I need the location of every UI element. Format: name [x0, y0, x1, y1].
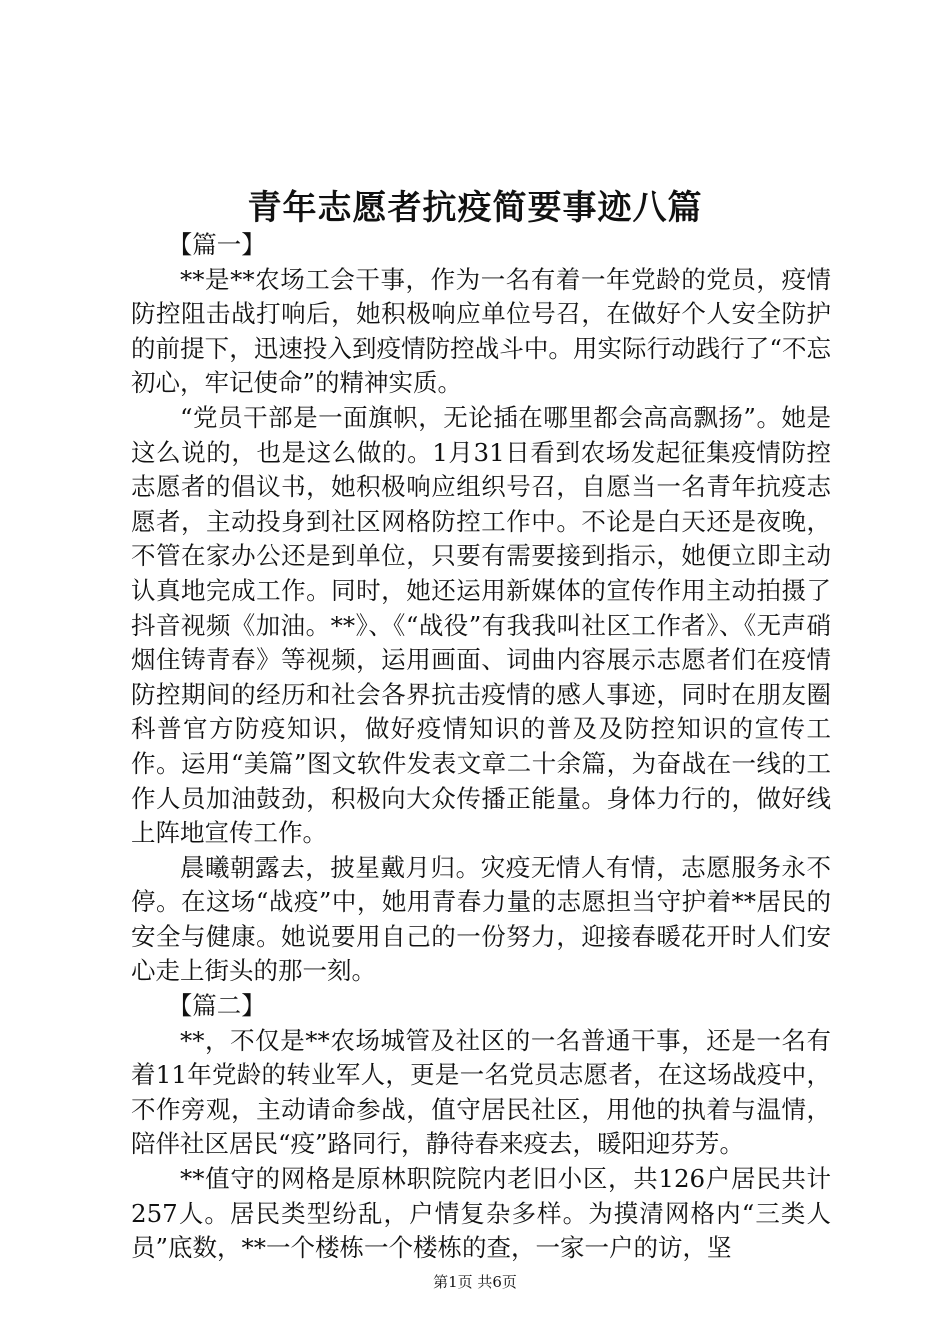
- page-footer: 第1页 共6页: [433, 1273, 517, 1291]
- document-body: [131, 228, 831, 1266]
- section-heading-1: 【篇一】: [167, 230, 266, 259]
- paragraph: **值守的网格是原林职院院内老旧小区，共126户居民共计257人。居民类型纷乱，户情复杂多样。为摸清网格内“三类人员”底数，**一个楼栋一个楼栋的查，一家一户的访，坚: [131, 1164, 831, 1263]
- paragraph: 晨曦朝露去，披星戴月归。灾疫无情人有情，志愿服务永不停。在这场“战疫”中，她用青春力量的志愿担当守护着**居民的安全与健康。她说要用自己的一份努力，迎接春暖花开时人们安心走上街头的那一刻。: [131, 852, 831, 986]
- paragraph: **是**农场工会干事，作为一名有着一年党龄的党员，疫情防控阻击战打响后，她积极响应单位号召，在做好个人安全防护的前提下，迅速投入到疫情防控战斗中。用实际行动践行了“不忘初心，牢记使命”的精神实质。: [131, 264, 831, 398]
- paragraph: “党员干部是一面旗帜，无论插在哪里都会高高飘扬”。她是这么说的，也是这么做的。1月31日看到农场发起征集疫情防控志愿者的倡议书，她积极响应组织号召，自愿当一名青年抗疫志愿者，主动投身到社区网格防控工作中。不论是白天还是夜晚，不管在家办公还是到单位，只要有需要接到指示，她便立即主动认真地完成工作。同时，她还运用新媒体的宣传作用主动拍摄了抖音视频《加油。**》、《“战役”有我我叫社区工作者》、《无声硝烟住铸青春》等视频，运用画面、词曲内容展示志愿者们在疫情防控期间的经历和社会各界抗击疫情的感人事迹，同时在朋友圈科普官方防疫知识，做好疫情知识的普及及防控知识的宣传工作。运用“美篇”图文软件发表文章二十余篇，为奋战在一线的工作人员加油鼓劲，积极向大众传播正能量。身体力行的，做好线上阵地宣传工作。: [131, 402, 831, 848]
- paragraph: **，不仅是**农场城管及社区的一名普通干事，还是一名有着11年党龄的转业军人，更是一名党员志愿者，在这场战疫中，不作旁观，主动请命参战，值守居民社区，用他的执着与温情，陪伴社区居民“疫”路同行，静待春来疫去，暖阳迎芬芳。: [131, 1025, 831, 1159]
- document-title: 青年志愿者抗疫简要事迹八篇: [247, 188, 703, 228]
- section-heading-2: 【篇二】: [167, 991, 266, 1021]
